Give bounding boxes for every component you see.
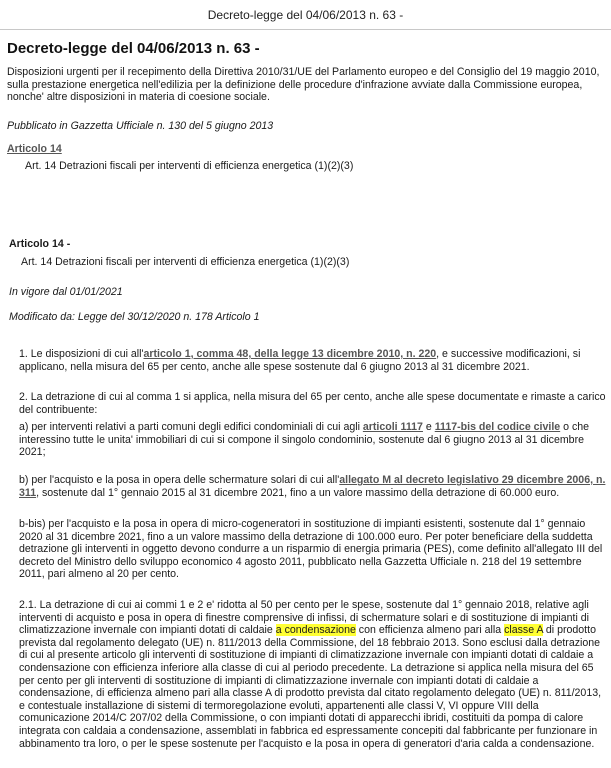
paragraph-b-text-a: b) per l'acquisto e la posa in opera delle schermature solari di cui all' bbox=[19, 474, 340, 486]
legal-reference-link[interactable]: 1117-bis del codice civile bbox=[434, 421, 561, 433]
legal-reference-link[interactable]: articolo 1, comma 48, della legge 13 dicembre 2010, n. 220 bbox=[143, 348, 437, 360]
article-heading: Articolo 14 - bbox=[9, 238, 71, 250]
paragraph-a bbox=[19, 421, 607, 459]
legal-reference-link[interactable]: allegato M al decreto legislativo 29 dicembre 2006, n. 311 bbox=[19, 474, 606, 499]
paragraph-b bbox=[19, 474, 607, 499]
legal-reference-link[interactable]: articoli 1117 bbox=[362, 421, 423, 433]
article-description: Art. 14 Detrazioni fiscali per interventi di efficienza energetica (1)(2)(3) bbox=[21, 256, 350, 268]
paragraph-b-bis: b-bis) per l'acquisto e la posa in opera di micro-cogeneratori in sostituzione di impianti esistenti, sostenute dal 1° gennaio 2020 al 31 dicembre 2021, fino a un valore massimo della detrazione di 100.000 euro. Per poter beneficiare della suddetta detrazione gli interventi in oggetto devono condurre a un risparmio di energia primaria (PES), come definito all'allegato III del decreto del Ministro dello sviluppo economico 4 agosto 2011, pubblicato nella Gazzetta Ufficiale n. 218 del 19 settembre 2011, pari almeno al 20 per cento. bbox=[19, 518, 603, 581]
paragraph-b-text-b: , sostenute dal 1° gennaio 2015 al 31 dicembre 2021, fino a un valore massimo della detrazione di 60.000 euro. bbox=[36, 486, 560, 499]
toc-article-link[interactable]: Articolo 14 bbox=[7, 143, 62, 155]
in-force-date: In vigore dal 01/01/2021 bbox=[9, 286, 123, 298]
gazzetta-publication: Pubblicato in Gazzetta Ufficiale n. 130 del 5 giugno 2013 bbox=[7, 120, 274, 132]
paragraph-a-text-b: o che interessino tutte le unita' immobiliari di cui si compone il singolo condominio, sostenute dal 6 giugno 2013 al 31 dicembre 2021; bbox=[19, 421, 590, 459]
document-heading: Decreto-legge del 04/06/2013 n. 63 - bbox=[7, 40, 260, 57]
paragraph-a-text-a: a) per interventi relativi a parti comuni degli edifici condominiali di cui agli bbox=[19, 421, 363, 433]
document-summary: Disposizioni urgenti per il recepimento della Direttiva 2010/31/UE del Parlamento europeo e del Consiglio del 19 maggio 2010, sulla prestazione energetica nell'edilizia per la definizione delle procedure d'infrazione avviate dalla Commissione europea, nonche' altre disposizioni in materia di coesione sociale. bbox=[7, 66, 600, 104]
paragraph-2-1 bbox=[19, 599, 607, 750]
paragraph-1 bbox=[19, 348, 607, 373]
title-divider bbox=[0, 29, 611, 30]
paragraph-2-1-text-a: 2.1. La detrazione di cui ai commi 1 e 2 e' ridotta al 50 per cento per le spese, sostenute dal 1° gennaio 2018, relative agli interventi di acquisto e posa in opera di finestre comprensive di infissi, di schermature solari e di sostituzione di impianti di climatizzazione invernale con impianti dotati di caldaie bbox=[19, 599, 589, 637]
paragraph-2: 2. La detrazione di cui al comma 1 si applica, nella misura del 65 per cento, anche alle spese documentate e rimaste a carico del contribuente: bbox=[19, 391, 606, 416]
paragraph-a-text-mid: e bbox=[422, 421, 435, 433]
paragraph-1-text-b: , e successive modificazioni, si applicano, nella misura del 65 per cento, anche alle spese sostenute dal 6 giugno 2013 al 31 dicembre 2021. bbox=[19, 348, 581, 373]
page-title: Decreto-legge del 04/06/2013 n. 63 - bbox=[207, 8, 404, 22]
paragraph-1-text-a: 1. Le disposizioni di cui all' bbox=[19, 348, 144, 360]
paragraph-2-1-text-c: di prodotto prevista dal regolamento delegato (UE) n. 811/2013 della Commissione, del 18 febbraio 2013. Sono esclusi dalla detrazione di cui al presente articolo gli interventi di sostituzione di impianti di climatizzazione invernale con impianti dotati di caldaie a condensazione con efficienza inferiore alla classe di cui al periodo precedente. La detrazione si applica nella misura del 65 per cento per gli interventi di sostituzione di impianti di climatizzazione invernale con impianti dotati di caldaie a condensazione, di efficienza almeno pari alla classe A di prodotto prevista dal citato regolamento delegato (UE) n. 811/2013, e contestuale installazione di sistemi di termoregolazione evoluti, appartenenti alle classi V, VI oppure VIII della comunicazione 2014/C 207/02 della Commissione, o con impianti dotati di apparecchi ibridi, costituiti da pompa di calore integrata con caldaia a condensazione, assemblati in fabbrica ed espressamente concepiti dal fabbricante per funzionare in abbinamento tra loro, o per le spese sostenute per l'acquisto e la posa in opera di generatori d'aria calda a condensazione. bbox=[19, 624, 602, 750]
toc-article-description: Art. 14 Detrazioni fiscali per interventi di efficienza energetica (1)(2)(3) bbox=[25, 160, 354, 172]
paragraph-2-1-text-b: con efficienza almeno pari alla bbox=[355, 624, 505, 637]
highlighted-text: classe A bbox=[504, 624, 543, 637]
highlighted-text: a condensazione bbox=[275, 624, 356, 637]
modified-by: Modificato da: Legge del 30/12/2020 n. 178 Articolo 1 bbox=[9, 311, 260, 323]
